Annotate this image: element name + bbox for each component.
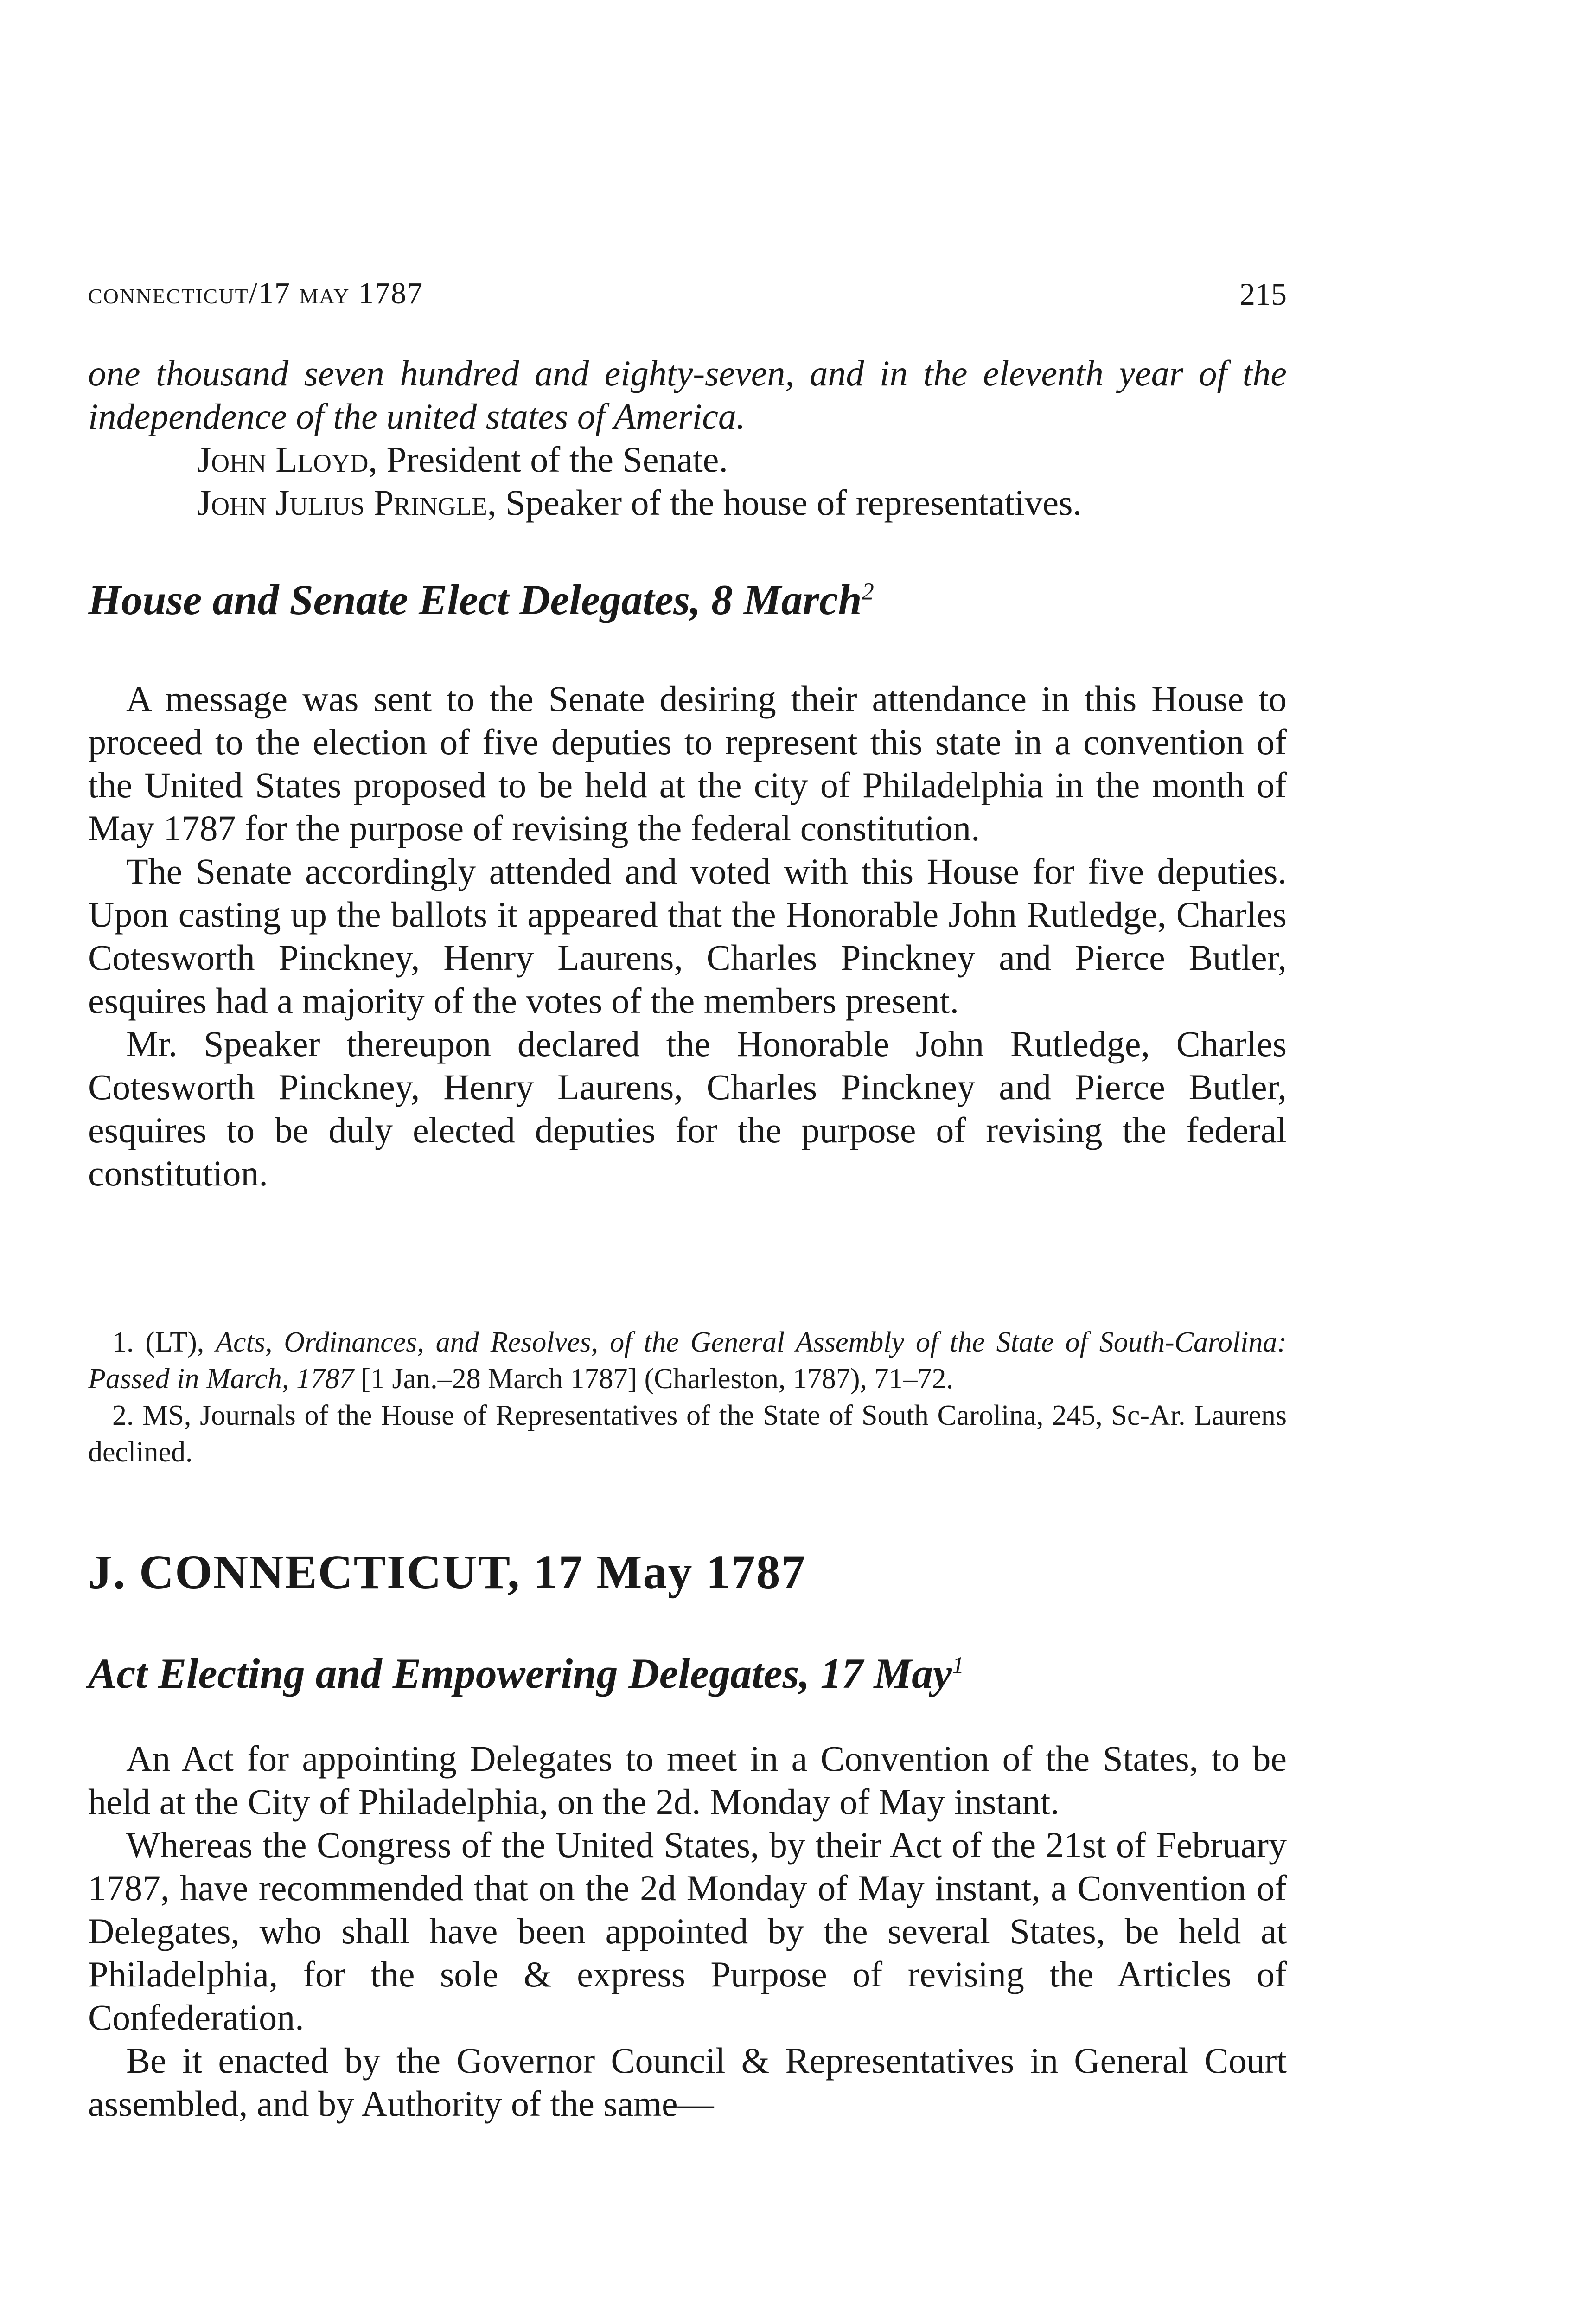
continuation-block xyxy=(88,352,1287,524)
section2-note-mark: 1 xyxy=(951,1652,964,1679)
footnote-2: 2. MS, Journals of the House of Representatives of the State of South Carolina, 245, Sc-Ar. Laurens declined. xyxy=(88,1400,1287,1468)
section1-paragraph: A message was sent to the Senate desiring their attendance in this House to proceed to the election of five deputies to represent this state in a convention of the United States proposed to be held at the city of Philadelphia in the month of May 1787 for the purpose of revising the federal constitution. xyxy=(88,679,1287,848)
section1-heading: House and Senate Elect Delegates, 8 March$^2$ xyxy=(88,576,874,623)
running-head xyxy=(88,276,1287,318)
footnote-1: 1. (LT), Acts, Ordinances, and Resolves, of the General Assembly of the State of South-Carolina: Passed in March, 1787 [1 Jan.–28 March 1787] (Charleston, 1787), 71–72. xyxy=(88,1326,1287,1395)
continuation-text: one thousand seven hundred and eighty-seven, and in the eleventh year of the independence of the united states of America. xyxy=(88,353,1287,436)
section1-heading-block xyxy=(88,575,1287,624)
section2-paragraph: Whereas the Congress of the United States, by their Act of the 21st of February 1787, have recommended that on the 2d Monday of May instant, a Convention of Delegates, who shall have been appointed by the several States, be held at Philadelphia, for the sole & express Purpose of revising the Articles of Confederation. xyxy=(88,1825,1287,2037)
section1-paragraph: Mr. Speaker thereupon declared the Honorable John Rutledge, Charles Cotesworth Pinckney, Henry Laurens, Charles Pinckney and Pierce Butler, esquires to be duly elected deputies for the purpose of revising the federal constitution. xyxy=(88,1024,1287,1193)
section1-note-mark: 2 xyxy=(862,578,874,605)
footnotes xyxy=(88,1324,1287,1471)
section1-body xyxy=(88,677,1287,1195)
state-heading: J. CONNECTICUT, 17 May 1787 xyxy=(88,1545,806,1599)
section1-paragraph: The Senate accordingly attended and voted with this House for five deputies. Upon casting up the ballots it appeared that the Honorable John Rutledge, Charles Cotesworth Pinckney, Henry Laurens, Charles Pinckney and Pierce Butler, esquires had a majority of the votes of the members present. xyxy=(88,851,1287,1021)
section2-heading-block xyxy=(88,1649,1287,1698)
section2-body xyxy=(88,1737,1287,2125)
signature-lloyd: John Lloyd, President of the Senate. xyxy=(197,439,728,480)
section2-paragraph: Be it enacted by the Governor Council & Representatives in General Court assembled, and by Authority of the same— xyxy=(88,2040,1287,2124)
running-head-title: connecticut/17 may 1787 xyxy=(88,276,424,310)
signature-pringle: John Julius Pringle, Speaker of the house of representatives. xyxy=(197,482,1082,523)
section2-paragraph: An Act for appointing Delegates to meet in a Convention of the States, to be held at the City of Philadelphia, on the 2d. Monday of May instant. xyxy=(88,1738,1287,1822)
state-heading-block xyxy=(88,1544,1287,1600)
section2-heading: Act Electing and Empowering Delegates, 17 May$^1$ xyxy=(88,1650,964,1697)
page-number: 215 xyxy=(1239,276,1287,312)
